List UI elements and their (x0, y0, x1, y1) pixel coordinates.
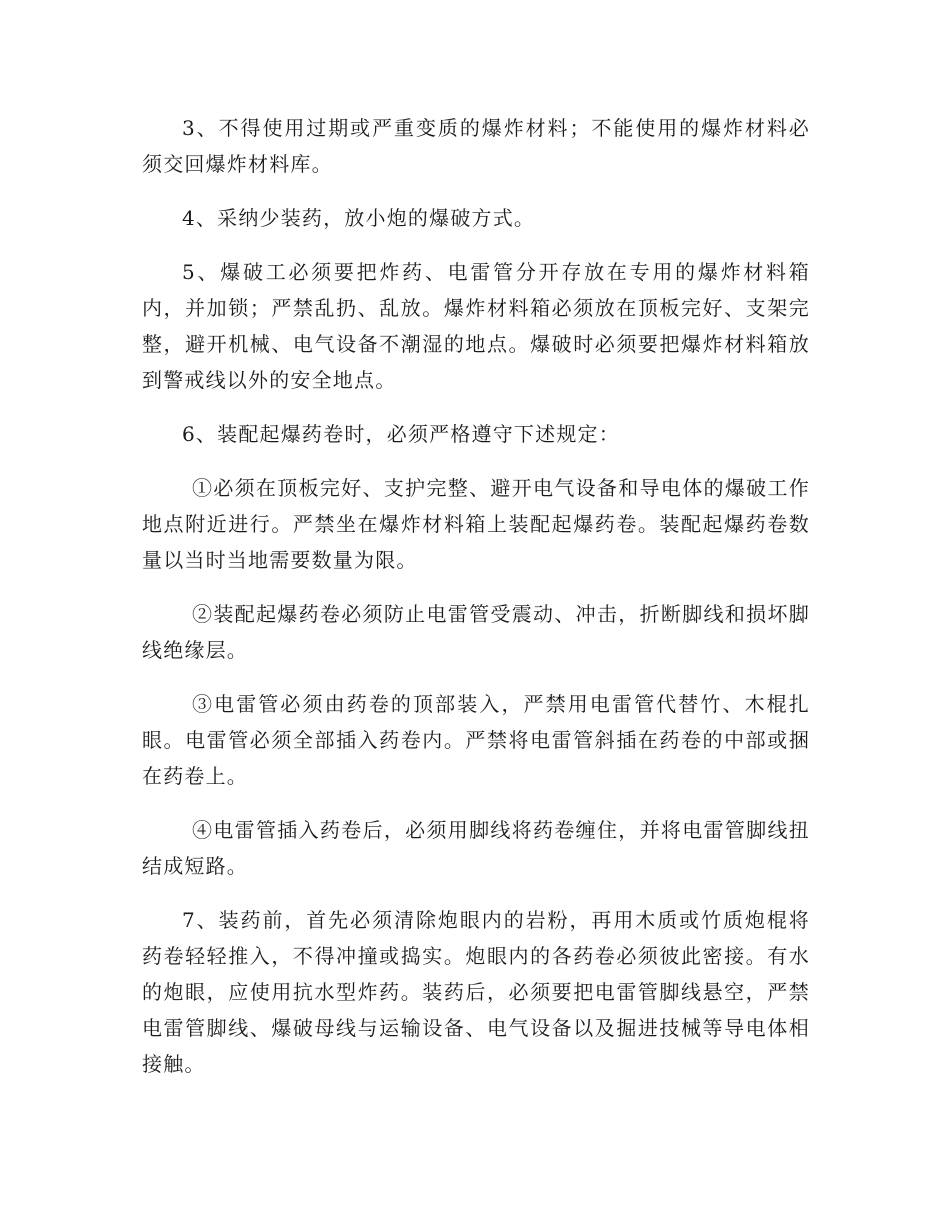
paragraph-rule-4: 4、采纳少装药，放小炮的爆破方式。 (182, 206, 536, 230)
document-body (142, 110, 810, 1100)
paragraph-rule-7: 7、装药前，首先必须清除炮眼内的岩粉，再用木质或竹质炮棍将药卷轻轻推入，不得冲撞或捣实。炮眼内的各药卷必须彼此密接。有水的炮眼，应使用抗水型炸药。装药后，必须要把电雷管脚线悬空，严禁电雷管脚线、爆破母线与运输设备、电气设备以及掘进技械等导电体相接触。 (142, 908, 810, 1076)
paragraph-rule-6-item-1: ①必须在顶板完好、支护完整、避开电气设备和导电体的爆破工作地点附近进行。严禁坐在爆炸材料箱上装配起爆药卷。装配起爆药卷数量以当时当地需要数量为限。 (142, 476, 810, 572)
paragraph-rule-3: 3、不得使用过期或严重变质的爆炸材料；不能使用的爆炸材料必须交回爆炸材料库。 (142, 116, 810, 176)
paragraph-rule-6: 6、装配起爆药卷时，必须严格遵守下述规定： (182, 422, 620, 446)
paragraph-rule-6-item-4: ④电雷管插入药卷后，必须用脚线将药卷缠住，并将电雷管脚线扭结成短路。 (142, 818, 810, 878)
paragraph-rule-6-item-2: ②装配起爆药卷必须防止电雷管受震动、冲击，折断脚线和损坏脚线绝缘层。 (142, 602, 810, 662)
paragraph-rule-5: 5、爆破工必须要把炸药、电雷管分开存放在专用的爆炸材料箱内，并加锁；严禁乱扔、乱放。爆炸材料箱必须放在顶板完好、支架完整，避开机械、电气设备不潮湿的地点。爆破时必须要把爆炸材料箱放到警戒线以外的安全地点。 (142, 260, 810, 392)
paragraph-rule-6-item-3: ③电雷管必须由药卷的顶部装入，严禁用电雷管代替竹、木棍扎眼。电雷管必须全部插入药卷内。严禁将电雷管斜插在药卷的中部或捆在药卷上。 (142, 692, 810, 788)
